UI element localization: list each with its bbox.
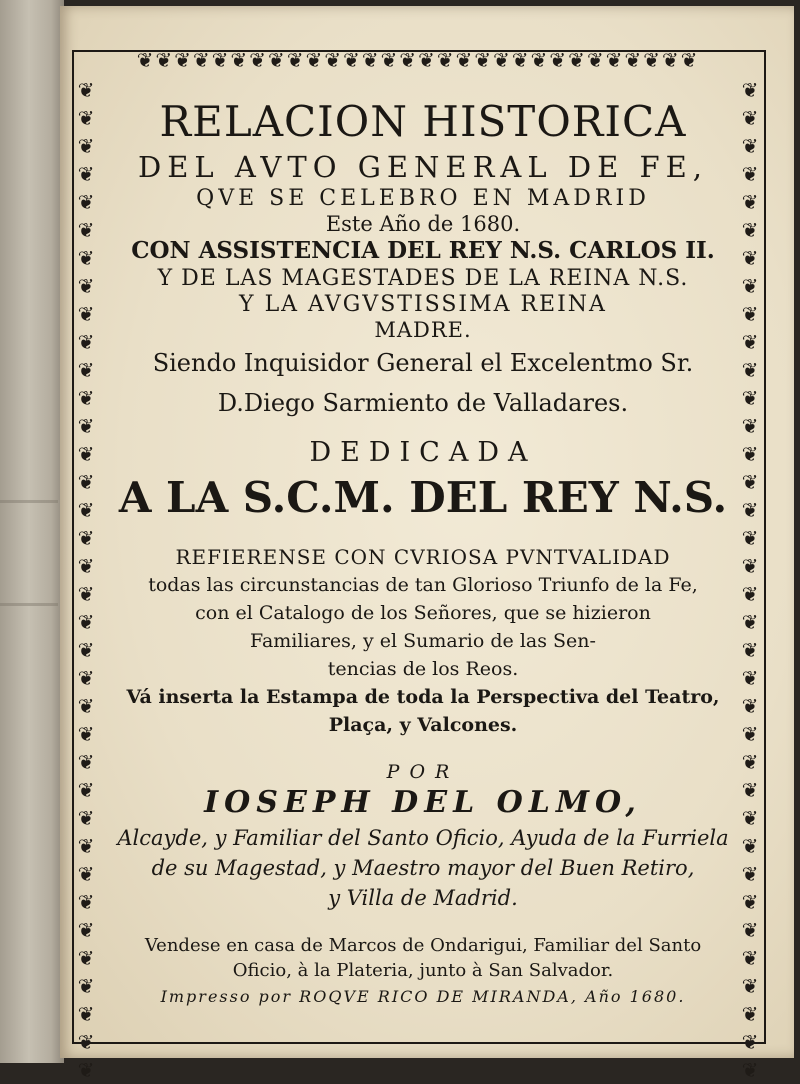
title-page bbox=[60, 6, 794, 1082]
title-line-5: CON ASSISTENCIA DEL REY N.S. CARLOS II. bbox=[131, 237, 715, 264]
summary-line-3: con el Catalogo de los Señores, que se hizieron bbox=[195, 602, 651, 624]
author-line-3: y Villa de Madrid. bbox=[328, 886, 518, 910]
summary-line-5: tencias de los Reos. bbox=[327, 658, 519, 680]
summary-line-7: Plaça, y Valcones. bbox=[328, 714, 518, 736]
summary-line-1: REFIERENSE CON CVRIOSA PVNTVALIDAD bbox=[175, 545, 671, 569]
author-by: POR bbox=[386, 761, 460, 783]
title-page-content bbox=[108, 86, 738, 1011]
author-line-2: de su Magestad, y Maestro mayor del Buen Retiro, bbox=[151, 856, 695, 880]
facing-page-edge bbox=[0, 0, 64, 1063]
bleed-through-marks bbox=[0, 500, 58, 606]
fleuron-border-top: ❦❦❦❦❦❦❦❦❦❦❦❦❦❦❦❦❦❦❦❦❦❦❦❦❦❦❦❦❦❦ bbox=[136, 48, 700, 72]
summary-line-2: todas las circunstancias de tan Glorioso Triunfo de la Fe, bbox=[148, 574, 698, 596]
fleuron-border-left: ❦❦❦❦❦❦❦❦❦❦❦❦❦❦❦❦❦❦❦❦❦❦❦❦❦❦❦❦❦❦❦❦❦❦❦❦ bbox=[77, 78, 97, 1082]
imprint-line-1: Vendese en casa de Marcos de Ondarigui, Familiar del Santo bbox=[144, 935, 702, 956]
title-line-1: RELACION HISTORICA bbox=[159, 97, 687, 146]
author-line-1: Alcayde, y Familiar del Santo Oficio, Ayuda de la Furriela bbox=[117, 826, 729, 850]
summary-line-6: Vá inserta la Estampa de toda la Perspectiva del Teatro, bbox=[126, 686, 720, 708]
summary-line-4: Familiares, y el Sumario de las Sen- bbox=[250, 630, 596, 652]
imprint-line-2: Oficio, à la Plateria, junto à San Salvador. bbox=[232, 960, 614, 981]
title-line-6: Y DE LAS MAGESTADES DE LA REINA N.S. bbox=[157, 266, 689, 291]
fleuron-border-right: ❦❦❦❦❦❦❦❦❦❦❦❦❦❦❦❦❦❦❦❦❦❦❦❦❦❦❦❦❦❦❦❦❦❦❦❦ bbox=[741, 78, 761, 1082]
title-line-8: MADRE. bbox=[374, 318, 472, 342]
author-name: IOSEPH DEL OLMO, bbox=[204, 785, 642, 820]
title-line-2: DEL AVTO GENERAL DE FE, bbox=[138, 150, 708, 184]
title-line-4: Este Año de 1680. bbox=[325, 212, 521, 236]
title-line-7: Y LA AVGVSTISSIMA REINA bbox=[239, 292, 607, 317]
imprint-line-3: Impresso por ROQVE RICO DE MIRANDA, Año 1680. bbox=[160, 987, 686, 1006]
title-line-10: D.Diego Sarmiento de Valladares. bbox=[217, 389, 629, 417]
title-line-9: Siendo Inquisidor General el Excelentmo Sr. bbox=[152, 349, 694, 377]
title-line-3: QVE SE CELEBRO EN MADRID bbox=[196, 186, 650, 211]
dedication-line-1: DEDICADA bbox=[309, 437, 537, 468]
dedication-line-2: A LA S.C.M. DEL REY N.S. bbox=[118, 473, 728, 522]
